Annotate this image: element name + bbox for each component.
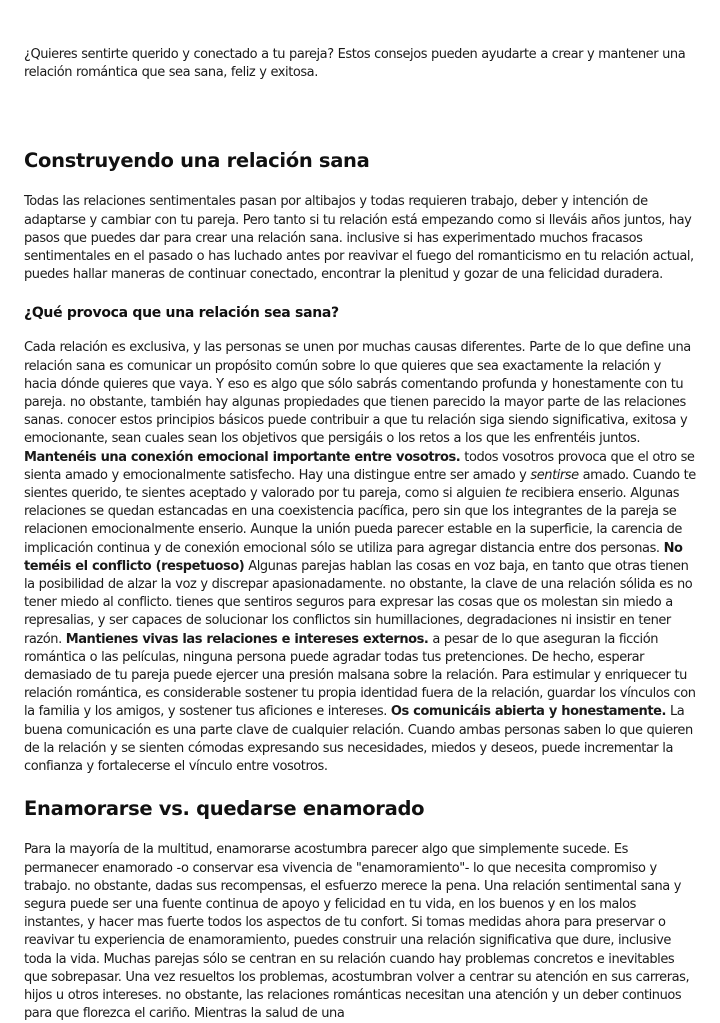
text-segment: todos vosotros provoca que el otro se sienta amado y emocionalmente satisfecho. Hay una distingue entre ser amado y [24,449,695,483]
text-segment: La buena comunicación es una parte clave de cualquier relación. Cuando ambas personas saben lo que quieren de la relación y se sienten cómodas expresando sus necesidades, miedos y deseos, puede incrementar la confianza y fortalecerse el vínculo entre vosotros. [24,704,693,775]
bold-conexion-emocional: Mantenéis una conexión emocional importante entre vosotros. [24,449,461,465]
text-segment: recibiera enserio. Algunas relaciones se quedan estancadas en una coexistencia pacífica, pero sin que los integrantes de la pareja se relacionen emocionalmente enserio. Aunque la unión pueda parecer estable en la superficie, la carencia de implicación continua y de conexión emocional sólo se utiliza para agregar distancia entre dos personas. [24,486,682,556]
paragraph-construyendo: Todas las relaciones sentimentales pasan por altibajos y todas requieren trabajo, deber y intención de adaptarse y cambiar con tu pareja. Pero tanto si tu relación está empezando como si lleváis años juntos, hay pasos que puedes dar para crear una relación sana. inclusive si has experimentado muchos fracasos sentimentales en el pasado o has luchado antes por reavivar el fuego del romanticismo en tu relación actual, puedes hallar maneras de continuar conectado, encontrar la plenitud y gozar de una felicidad duradera. [24,194,694,283]
text-segment: amado. Cuando te sientes querido, te sientes aceptado y valorado por tu pareja, como si alguien [24,467,696,502]
text-segment: Algunas parejas hablan las cosas en voz baja, en tanto que otras tienen la posibilidad de alzar la voz y discrepar apasionadamente. no obstante, la clave de una relación sólida es no tener miedo al conflicto. tienes que sentiros seguros para expresar las cosas que os molestan sin miedo a represalias, y ser capaces de solucionar los conflictos sin humillaciones, degradaciones ni insistir en tener razón. [24,558,693,647]
text-segment: a pesar de lo que aseguran la ficción romántica o las películas, ninguna persona puede agradar todas tus pretenciones. De hecho, esperar demasiado de tu pareja puede ejercer una presión malsana sobre la relación. Para estimular y enriquecer tu relación romántica, es considerable sostener tu propia identidad fuera de la relación, guardar los vínculos con la familia y los amigos, y sostener tus aficiones e intereses. [24,631,696,720]
heading-construyendo: Construyendo una relación sana [24,149,370,173]
bold-no-temeis-conflicto: No teméis el conflicto (respetuoso) [24,540,683,574]
heading-enamorarse: Enamorarse vs. quedarse enamorado [24,797,425,821]
paragraph-que-provoca [24,339,696,776]
intro-paragraph: ¿Quieres sentirte querido y conectado a tu pareja? Estos consejos pueden ayudarte a crear y mantener una relación romántica que sea sana, feliz y exitosa. [24,47,686,81]
paragraph-enamorarse: Para la mayoría de la multitud, enamorarse acostumbra parecer algo que simplemente sucede. Es permanecer enamorado -o conservar esa vivencia de "enamoramiento"- lo que necesita compromiso y trabajo. no obstante, dadas sus recompensas, el esfuerzo merece la pena. Una relación sentimental sana y segura puede ser una fuente continua de apoyo y felicidad en tu vida, en los buenos y en los malos instantes, y hacer mas fuerte todos los aspectos de tu confort. Si tomas medidas ahora para preservar o reavivar tu experiencia de enamoramiento, puedes construir una relación significativa que dure, inclusive toda la vida. Muchas parejas sólo se centran en su relación cuando hay problemas concretos e inevitables que sobrepasar. Una vez resueltos los problemas, acostumbran volver a centrar su atención en sus carreras, hijos u otros intereses. no obstante, las relaciones románticas necesitan una atención y un deber continuos para que florezca el cariño. Mientras la salud de una [24,842,690,1022]
bold-os-comunicais: Os comunicáis abierta y honestamente. [390,704,666,720]
italic-te: te [504,486,518,502]
italic-sentirse: sentirse [530,467,579,483]
heading-que-provoca: ¿Qué provoca que una relación sea sana? [24,305,339,322]
bold-mantienes-relaciones: Mantienes vivas las relaciones e intereses externos. [65,631,429,647]
text-segment: Cada relación es exclusiva, y las personas se unen por muchas causas diferentes. Parte de lo que define una relación sana es comunicar un propósito común sobre lo que quieres que sea exactamente la relación y hacia dónde quieres que vaya. Y eso es algo que sólo sabrás comentando profunda y honestamente con tu pareja. no obstante, también hay algunas propiedades que tienen parecido la mayor parte de las relaciones sanas. conocer estos principios básicos puede contribuir a que tu relación siga siendo significativa, exitosa y emocionante, sean cuales sean los objetivos que persigáis o los retos a los que les enfrentéis juntos. [24,340,691,447]
